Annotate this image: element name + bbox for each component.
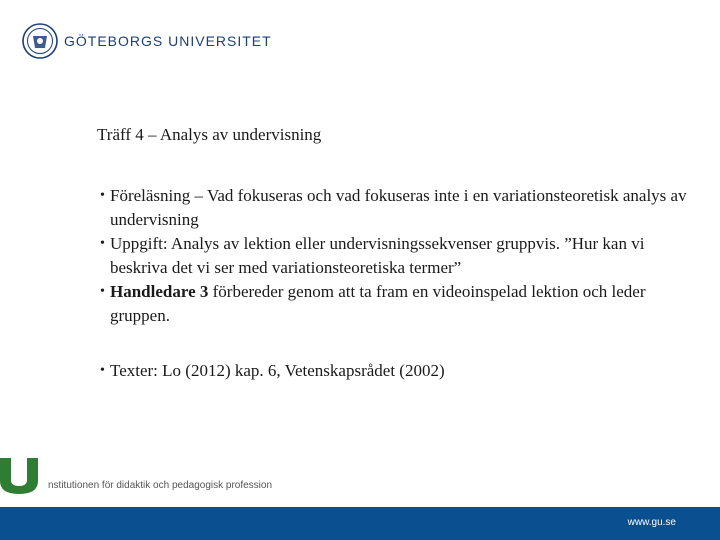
footer-url-link[interactable]: www.gu.se (627, 517, 676, 528)
footer-bar (0, 507, 720, 540)
bullet-assignment-text: Uppgift: Analys av lektion eller undervisningssekvenser gruppvis. ”Hur kan vi beskriva det vi ser med variationsteoretiska termer” (110, 234, 645, 277)
bullet-dot-icon: • (100, 188, 105, 203)
bullet-list (100, 184, 700, 383)
bullet-dot-icon: • (100, 363, 105, 378)
bullet-texts-text: Texter: Lo (2012) kap. 6, Vetenskapsrådet (2002) (110, 361, 445, 380)
bullet-lecture-text: Föreläsning – Vad fokuseras och vad fokuseras inte i en variationsteoretisk analys av undervisning (110, 186, 687, 229)
institution-u-logo-icon (0, 458, 40, 494)
slide-title: Träff 4 – Analys av undervisning (97, 125, 322, 144)
university-name: GÖTEBORGS UNIVERSITET (64, 33, 272, 49)
bullet-texts (100, 359, 700, 383)
bullet-supervisor-bold: Handledare 3 (110, 282, 209, 301)
bullet-dot-icon: • (100, 236, 105, 251)
bullet-dot-icon: • (100, 284, 105, 299)
university-seal-icon (22, 23, 58, 59)
institution-name: nstitutionen för didaktik och pedagogisk profession (48, 480, 273, 491)
bullet-supervisor-text: förbereder genom att ta fram en videoinspelad lektion och leder gruppen. (110, 282, 646, 325)
header (22, 22, 272, 60)
bullet-assignment (100, 232, 700, 280)
bullet-supervisor (100, 280, 700, 328)
bullet-lecture (100, 184, 700, 232)
